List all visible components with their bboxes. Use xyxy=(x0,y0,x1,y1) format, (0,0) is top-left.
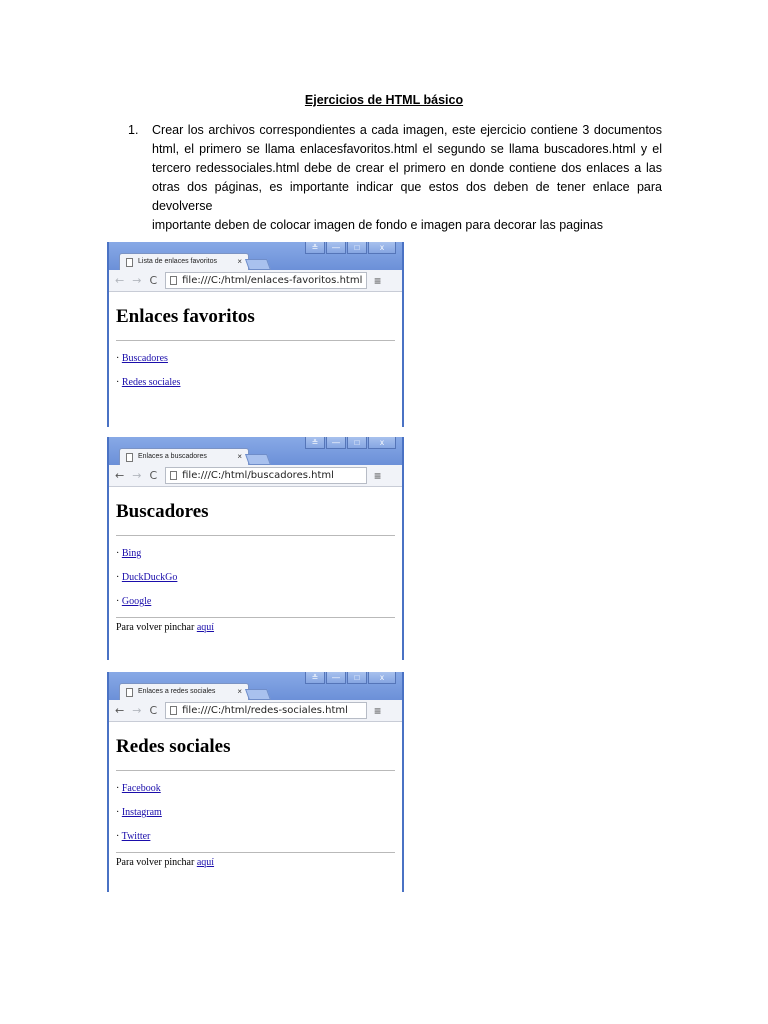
url-text: file:///C:/html/enlaces-favoritos.html xyxy=(182,275,363,286)
list-item xyxy=(116,783,395,795)
divider xyxy=(116,852,395,853)
browser-toolbar xyxy=(109,465,402,487)
list-item xyxy=(116,353,395,365)
bullet: · xyxy=(116,353,122,364)
divider xyxy=(116,617,395,618)
divider xyxy=(116,535,395,536)
list-item xyxy=(116,572,395,584)
user-icon[interactable]: ≗ xyxy=(305,242,325,254)
bullet: · xyxy=(116,572,122,583)
link-twitter[interactable]: Twitter xyxy=(121,831,151,842)
close-icon[interactable]: x xyxy=(368,242,396,254)
link-buscadores[interactable]: Buscadores xyxy=(121,353,168,364)
new-tab-button[interactable] xyxy=(245,259,271,270)
list-item xyxy=(116,548,395,560)
window-controls xyxy=(304,672,396,684)
divider xyxy=(116,770,395,771)
document-title: Ejercicios de HTML básico xyxy=(304,93,464,107)
browser-titlebar xyxy=(109,672,402,700)
menu-icon[interactable]: ≡ xyxy=(374,468,382,483)
list-item xyxy=(116,377,395,389)
exercise-number: 1. xyxy=(128,123,139,137)
user-icon[interactable]: ≗ xyxy=(305,437,325,449)
browser-window-buscadores xyxy=(107,437,404,660)
link-duckduckgo[interactable]: DuckDuckGo xyxy=(121,572,178,583)
bullet: · xyxy=(116,831,122,842)
browser-toolbar xyxy=(109,270,402,292)
browser-titlebar xyxy=(109,242,402,270)
bullet: · xyxy=(116,377,122,388)
maximize-icon[interactable]: □ xyxy=(347,242,367,254)
window-controls xyxy=(304,437,396,449)
forward-arrow-icon[interactable]: → xyxy=(132,274,142,287)
page-heading: Redes sociales xyxy=(116,736,231,757)
maximize-icon[interactable]: □ xyxy=(347,437,367,449)
list-item xyxy=(116,807,395,819)
close-icon[interactable]: x xyxy=(368,672,396,684)
url-text: file:///C:/html/redes-sociales.html xyxy=(182,705,348,716)
reload-icon[interactable]: C xyxy=(149,469,158,482)
address-bar[interactable] xyxy=(165,467,367,484)
link-instagram[interactable]: Instagram xyxy=(121,807,162,818)
list-item xyxy=(116,596,395,608)
exercise-note: importante deben de colocar imagen de fondo e imagen para decorar las paginas xyxy=(152,218,603,232)
url-text: file:///C:/html/buscadores.html xyxy=(182,470,334,481)
address-bar[interactable] xyxy=(165,702,367,719)
reload-icon[interactable]: C xyxy=(149,704,158,717)
back-arrow-icon[interactable]: ← xyxy=(115,704,125,717)
window-controls xyxy=(304,242,396,254)
page-icon xyxy=(126,453,133,462)
browser-tab[interactable] xyxy=(119,253,249,270)
user-icon[interactable]: ≗ xyxy=(305,672,325,684)
page-icon xyxy=(170,471,177,480)
back-line xyxy=(116,622,395,633)
browser-tab[interactable] xyxy=(119,448,249,465)
tab-close-icon[interactable]: × xyxy=(237,257,242,266)
bullet: · xyxy=(116,783,122,794)
bullet: · xyxy=(116,596,122,607)
minimize-icon[interactable]: — xyxy=(326,672,346,684)
list-item xyxy=(116,831,395,843)
menu-icon[interactable]: ≡ xyxy=(374,273,382,288)
back-text: Para volver pinchar xyxy=(116,622,195,633)
page-icon xyxy=(126,258,133,267)
page-heading: Enlaces favoritos xyxy=(116,306,255,327)
page-icon xyxy=(126,688,133,697)
bullet: · xyxy=(116,807,122,818)
new-tab-button[interactable] xyxy=(245,689,271,700)
link-google[interactable]: Google xyxy=(121,596,152,607)
browser-toolbar xyxy=(109,700,402,722)
browser-window-redes-sociales xyxy=(107,672,404,892)
back-arrow-icon[interactable]: ← xyxy=(115,469,125,482)
forward-arrow-icon[interactable]: → xyxy=(132,704,142,717)
back-link[interactable]: aquí xyxy=(196,622,215,633)
maximize-icon[interactable]: □ xyxy=(347,672,367,684)
minimize-icon[interactable]: — xyxy=(326,437,346,449)
minimize-icon[interactable]: — xyxy=(326,242,346,254)
reload-icon[interactable]: C xyxy=(149,274,158,287)
divider xyxy=(116,340,395,341)
tab-title: Lista de enlaces favoritos xyxy=(138,258,217,265)
exercise-item xyxy=(128,121,662,235)
tab-close-icon[interactable]: × xyxy=(237,687,242,696)
back-line xyxy=(116,857,395,868)
link-bing[interactable]: Bing xyxy=(121,548,142,559)
back-text: Para volver pinchar xyxy=(116,857,195,868)
link-redes-sociales[interactable]: Redes sociales xyxy=(121,377,181,388)
exercise-text: Crear los archivos correspondientes a cada imagen, este ejercicio contiene 3 documentos html, el primero se llama enlacesfavoritos.html el segundo se llama buscadores.html y el tercero redessociales.html debe de crear el primero en donde contiene dos enlaces a las otras dos páginas, es importante indicar que estos dos deben de tener enlace para devolverse xyxy=(152,123,662,213)
tab-title: Enlaces a buscadores xyxy=(138,453,207,460)
browser-titlebar xyxy=(109,437,402,465)
page-content xyxy=(109,501,402,633)
page-heading: Buscadores xyxy=(116,501,209,522)
back-arrow-icon[interactable]: ← xyxy=(115,274,125,287)
page-icon xyxy=(170,276,177,285)
forward-arrow-icon[interactable]: → xyxy=(132,469,142,482)
tab-close-icon[interactable]: × xyxy=(237,452,242,461)
bullet: · xyxy=(116,548,122,559)
browser-tab[interactable] xyxy=(119,683,249,700)
address-bar[interactable] xyxy=(165,272,367,289)
tab-title: Enlaces a redes sociales xyxy=(138,688,216,695)
menu-icon[interactable]: ≡ xyxy=(374,703,382,718)
close-icon[interactable]: x xyxy=(368,437,396,449)
page-icon xyxy=(170,706,177,715)
new-tab-button[interactable] xyxy=(245,454,271,465)
page-content xyxy=(109,306,402,389)
browser-window-favoritos xyxy=(107,242,404,427)
page-content xyxy=(109,736,402,868)
back-link[interactable]: aquí xyxy=(196,857,215,868)
link-facebook[interactable]: Facebook xyxy=(121,783,161,794)
